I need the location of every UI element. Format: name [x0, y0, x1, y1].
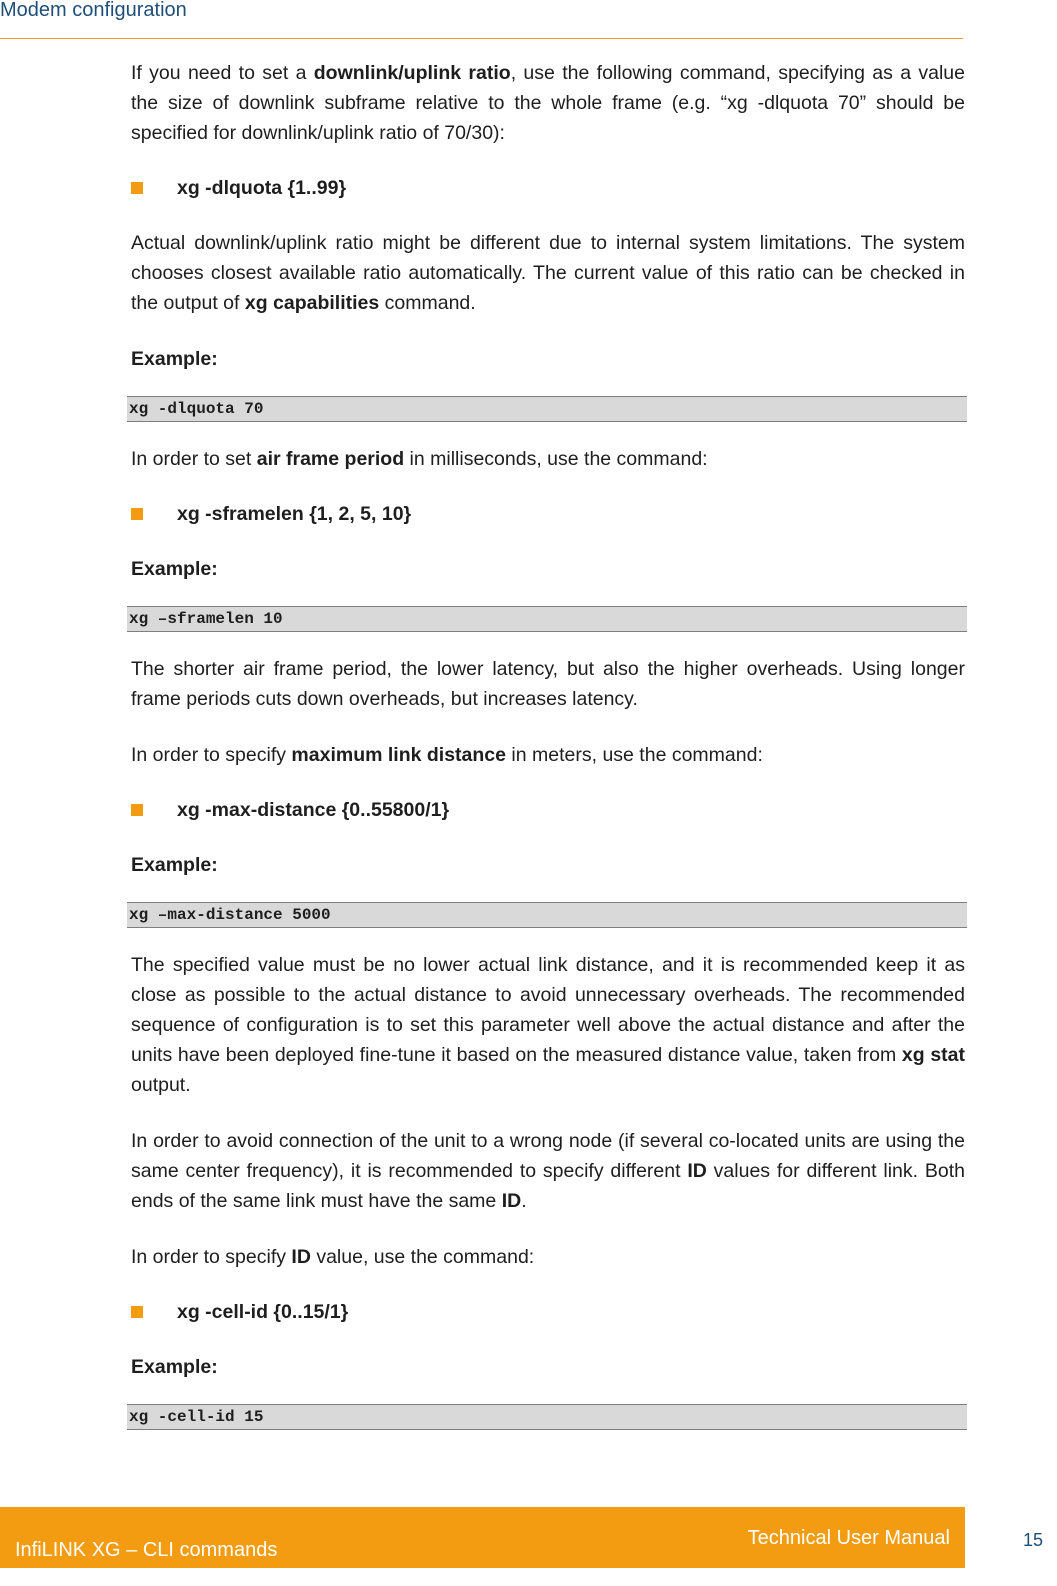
- paragraph-latency-note: The shorter air frame period, the lower latency, but also the higher overheads. Using longer frame periods cuts down overheads, but increases latency.: [131, 658, 965, 710]
- code-example-dlquota: xg -dlquota 70: [127, 396, 967, 422]
- command-cell-id: xg -cell-id {0..15/1}: [131, 1298, 965, 1326]
- paragraph-id-explanation: In order to avoid connection of the unit to a wrong node (if several co-located units are using the same center frequency), it is recommended to specify different ID values for different link. Both ends of the same link must have the same ID.: [131, 1130, 965, 1212]
- bullet-square-icon: [131, 1306, 143, 1318]
- paragraph-id-command: In order to specify ID value, use the command:: [131, 1246, 535, 1268]
- code-example-max-distance: xg –max-distance 5000: [127, 902, 967, 928]
- bullet-square-icon: [131, 804, 143, 816]
- example-label: Example:: [131, 558, 218, 580]
- page-number: 15: [1023, 1530, 1044, 1550]
- paragraph-frame-period: In order to set air frame period in milliseconds, use the command:: [131, 448, 708, 470]
- example-label: Example:: [131, 1356, 218, 1378]
- example-label: Example:: [131, 854, 218, 876]
- term-id: ID: [291, 1246, 311, 1268]
- page-header-title: Modem configuration: [0, 0, 187, 21]
- command-max-distance: xg -max-distance {0..55800/1}: [131, 796, 965, 824]
- document-body: [131, 58, 965, 1430]
- term-id: ID: [501, 1190, 522, 1212]
- bullet-square-icon: [131, 508, 143, 520]
- code-example-sframelen: xg –sframelen 10: [127, 606, 967, 632]
- term-id: ID: [687, 1160, 707, 1182]
- command-dlquota: xg -dlquota {1..99}: [131, 174, 965, 202]
- bullet-square-icon: [131, 182, 143, 194]
- code-example-cell-id: xg -cell-id 15: [127, 1404, 967, 1430]
- term-air-frame-period: air frame period: [256, 448, 405, 470]
- term-downlink-uplink-ratio: downlink/uplink ratio: [313, 62, 511, 84]
- paragraph-dlquota-intro: If you need to set a downlink/uplink ratio, use the following command, specifying as a value the size of downlink subframe relative to the whole frame (e.g. “xg -dlquota 70” should be specified for downlink/uplink ratio of 70/30):: [131, 62, 965, 144]
- footer-product-title: InfiLINK XG – CLI commands: [15, 1539, 278, 1561]
- paragraph-ratio-limitations: Actual downlink/uplink ratio might be different due to internal system limitations. The system chooses closest available ratio automatically. The current value of this ratio can be checked in the output of xg capabilities command.: [131, 232, 965, 314]
- command-sframelen: xg -sframelen {1, 2, 5, 10}: [131, 500, 965, 528]
- term-xg-stat: xg stat: [901, 1044, 966, 1066]
- term-maximum-link-distance: maximum link distance: [291, 744, 506, 766]
- paragraph-max-distance: In order to specify maximum link distance in meters, use the command:: [131, 744, 763, 766]
- example-label: Example:: [131, 348, 218, 370]
- term-xg-capabilities: xg capabilities: [244, 292, 380, 314]
- footer-bar: [0, 1507, 965, 1568]
- paragraph-distance-recommendation: The specified value must be no lower actual link distance, and it is recommended keep it as close as possible to the actual distance to avoid unnecessary overheads. The recommended sequence of configuration is to set this parameter well above the actual distance and after the units have been deployed fine-tune it based on the measured distance value, taken from xg stat output.: [131, 954, 966, 1096]
- footer-manual-title: Technical User Manual: [747, 1527, 950, 1549]
- header-divider: [0, 38, 963, 39]
